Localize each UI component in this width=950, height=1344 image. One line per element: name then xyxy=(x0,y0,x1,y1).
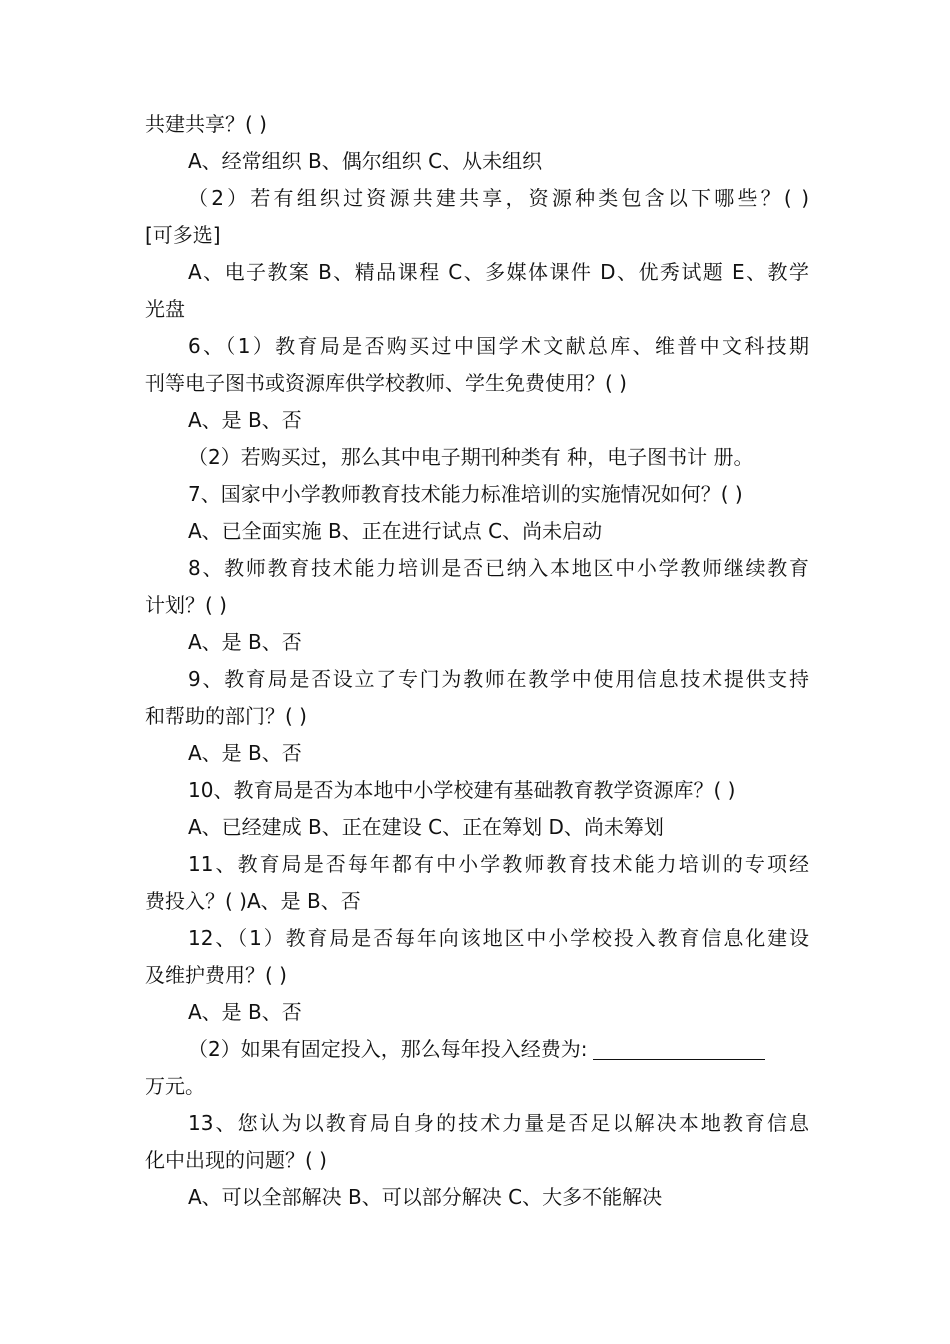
text-line-q9-options: A、是 B、否 xyxy=(188,741,302,765)
text-line-q13-options: A、可以全部解决 B、可以部分解决 C、大多不能解决 xyxy=(188,1185,663,1209)
text-line-q10-options: A、已经建成 B、正在建设 C、正在筹划 D、尚未筹划 xyxy=(188,815,664,839)
text-line-q5-1-options: A、经常组织 B、偶尔组织 C、从未组织 xyxy=(188,149,543,173)
text-line-q12-2 xyxy=(145,1031,809,1068)
text-line-q9: 9、教育局是否设立了专门为教师在教学中使用信息技术提供支持 xyxy=(188,667,809,691)
text-line-q5-2-options: A、电子教案 B、精品课程 C、多媒体课件 D、优秀试题 E、教学 xyxy=(188,260,809,284)
questionnaire-text xyxy=(145,106,809,1216)
q12-2-text: （2）如果有固定投入，那么每年投入经费为: xyxy=(188,1037,588,1061)
text-line-q5-cont: 共建共享？( ) xyxy=(145,112,267,136)
text-line-q12-1-options: A、是 B、否 xyxy=(188,1000,302,1024)
text-line-q6-1-options: A、是 B、否 xyxy=(188,408,302,432)
text-line-q6-1: 6、（1）教育局是否购买过中国学术文献总库、维普中文科技期 xyxy=(188,334,809,358)
text-line-q6-1-cont: 刊等电子图书或资源库供学校教师、学生免费使用？( ) xyxy=(145,371,627,395)
text-line-q13-cont: 化中出现的问题？( ) xyxy=(145,1148,327,1172)
text-line-q8-options: A、是 B、否 xyxy=(188,630,302,654)
text-line-q11-cont: 费投入？( )A、是 B、否 xyxy=(145,889,361,913)
text-line-q5-2-options-cont: 光盘 xyxy=(145,297,185,321)
text-line-q7-options: A、已全面实施 B、正在进行试点 C、尚未启动 xyxy=(188,519,603,543)
text-line-q5-2-cont: [可多选] xyxy=(145,223,221,247)
text-line-q13: 13、您认为以教育局自身的技术力量是否足以解决本地教育信息 xyxy=(188,1111,809,1135)
text-line-q5-2: （2）若有组织过资源共建共享，资源种类包含以下哪些？( ) xyxy=(188,186,809,210)
text-line-q11: 11、教育局是否每年都有中小学教师教育技术能力培训的专项经 xyxy=(188,852,809,876)
text-line-q8: 8、教师教育技术能力培训是否已纳入本地区中小学教师继续教育 xyxy=(188,556,809,580)
text-line-q6-2: （2）若购买过，那么其中电子期刊种类有 种，电子图书计 册。 xyxy=(188,445,754,469)
text-line-q8-cont: 计划？( ) xyxy=(145,593,227,617)
text-line-q7: 7、国家中小学教师教育技术能力标准培训的实施情况如何？( ) xyxy=(188,482,743,506)
text-line-q12-2-cont: 万元。 xyxy=(145,1074,205,1098)
text-line-q9-cont: 和帮助的部门？( ) xyxy=(145,704,307,728)
text-line-q10: 10、教育局是否为本地中小学校建有基础教育教学资源库？( ) xyxy=(188,778,736,802)
text-line-q12-1: 12、（1）教育局是否每年向该地区中小学校投入教育信息化建设 xyxy=(188,926,809,950)
answer-blank xyxy=(593,1035,765,1060)
text-line-q12-1-cont: 及维护费用？( ) xyxy=(145,963,287,987)
